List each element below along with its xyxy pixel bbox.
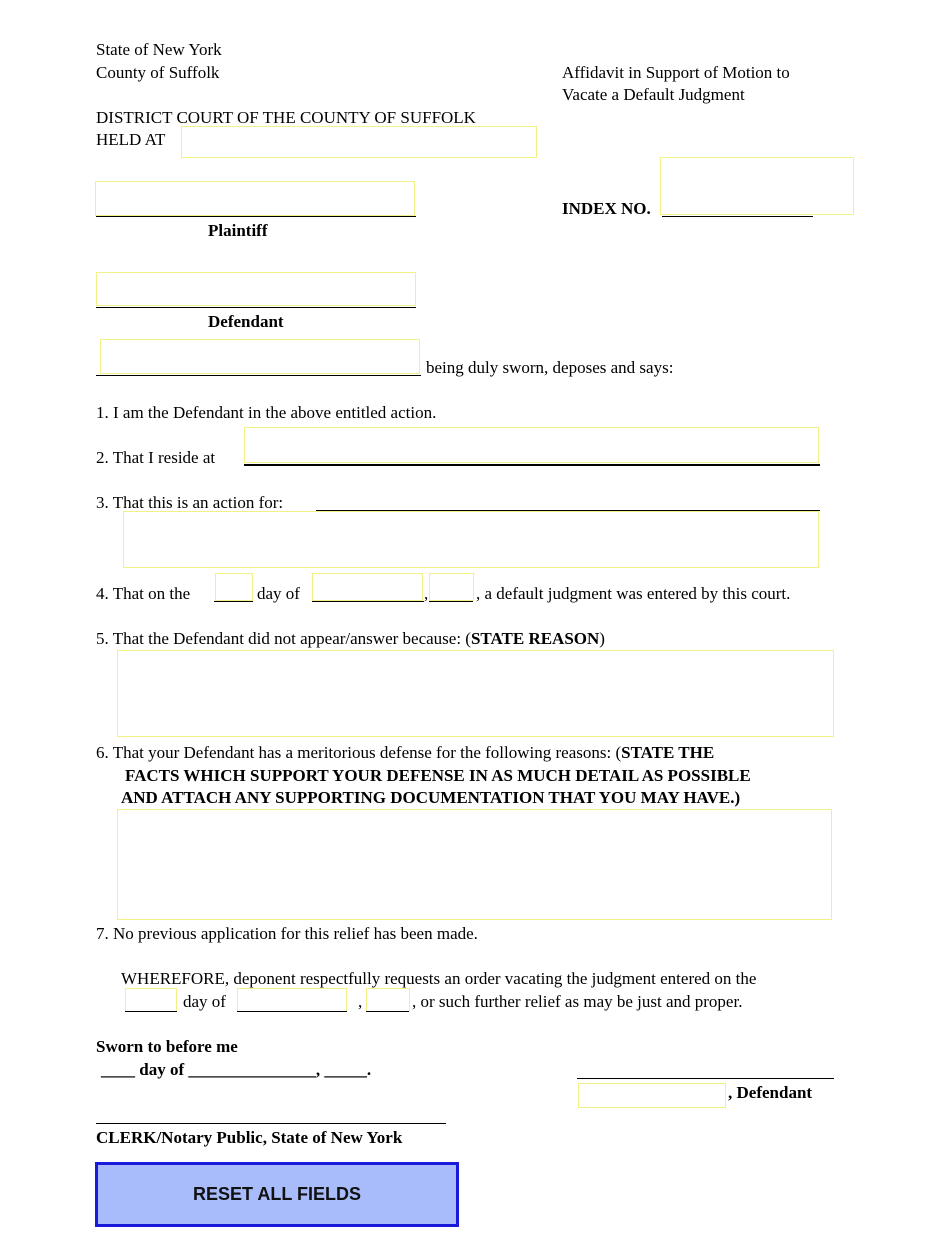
judgment-month-line: [312, 601, 424, 602]
clerk-label: CLERK/Notary Public, State of New York: [96, 1128, 403, 1147]
defendant-signature-field[interactable]: [578, 1083, 726, 1108]
vacate-year-line: [366, 1011, 409, 1012]
vacate-month-line: [237, 1011, 347, 1012]
wherefore-end: , or such further relief as may be just and proper.: [412, 992, 743, 1011]
defendant-signature-label: , Defendant: [728, 1083, 813, 1102]
court-name: DISTRICT COURT OF THE COUNTY OF SUFFOLK: [96, 108, 476, 127]
residence-field[interactable]: [244, 427, 819, 463]
paragraph-4-dayof: day of: [257, 584, 300, 603]
paragraph-4-comma: ,: [424, 584, 429, 603]
paragraph-6-line2: FACTS WHICH SUPPORT YOUR DEFENSE IN AS MUCH DETAIL AS POSSIBLE: [125, 766, 751, 785]
wherefore-comma: ,: [358, 992, 363, 1011]
paragraph-2: 2. That I reside at: [96, 448, 216, 467]
judgment-day-field[interactable]: [215, 573, 253, 601]
held-at-label: HELD AT: [96, 130, 166, 149]
sworn-before-me: Sworn to before me: [96, 1037, 238, 1056]
judgment-day-line: [214, 601, 253, 602]
county-label: County of Suffolk: [96, 63, 220, 82]
notary-date-line: ____ day of _______________, _____.: [101, 1060, 372, 1079]
vacate-day-line: [125, 1011, 177, 1012]
judgment-month-field[interactable]: [312, 573, 423, 601]
index-no-line: [662, 216, 813, 217]
deponent-line: [96, 375, 421, 376]
paragraph-1: 1. I am the Defendant in the above entitled action.: [96, 403, 437, 422]
defendant-signature-line: [577, 1078, 834, 1079]
plaintiff-name-field[interactable]: [95, 181, 415, 216]
paragraph-6-line3: AND ATTACH ANY SUPPORTING DOCUMENTATION THAT YOU MAY HAVE.): [121, 788, 741, 807]
defense-field[interactable]: [117, 809, 832, 920]
document-title-line1: Affidavit in Support of Motion to: [562, 63, 790, 82]
vacate-year-field[interactable]: [366, 988, 410, 1012]
defendant-name-field[interactable]: [96, 272, 416, 306]
index-no-label: INDEX NO.: [562, 199, 651, 218]
wherefore-dayof: day of: [183, 992, 226, 1011]
paragraph-4-end: , a default judgment was entered by this court.: [476, 584, 791, 603]
plaintiff-label: Plaintiff: [208, 221, 268, 240]
paragraph-4-start: 4. That on the: [96, 584, 191, 603]
defendant-line: [96, 307, 416, 308]
residence-line: [244, 464, 820, 466]
sworn-statement: being duly sworn, deposes and says:: [426, 358, 674, 377]
index-no-field[interactable]: [660, 157, 854, 215]
paragraph-3: 3. That this is an action for:: [96, 493, 284, 512]
paragraph-6-line1: 6. That your Defendant has a meritorious defense for the following reasons: (STATE THE: [96, 743, 715, 762]
held-at-field[interactable]: [181, 126, 537, 158]
paragraph-7: 7. No previous application for this relief has been made.: [96, 924, 478, 943]
wherefore-line1: WHEREFORE, deponent respectfully requests an order vacating the judgment entered on the: [121, 969, 757, 988]
judgment-year-field[interactable]: [429, 573, 474, 601]
document-title-line2: Vacate a Default Judgment: [562, 85, 745, 104]
reset-all-fields-button[interactable]: RESET ALL FIELDS: [95, 1162, 459, 1227]
clerk-signature-line: [96, 1123, 446, 1124]
plaintiff-signature-line: [96, 216, 416, 217]
deponent-name-field[interactable]: [100, 339, 420, 374]
vacate-month-field[interactable]: [237, 988, 347, 1012]
paragraph-5: 5. That the Defendant did not appear/answer because: (STATE REASON): [96, 629, 605, 648]
action-type-field[interactable]: [123, 511, 819, 568]
reason-field[interactable]: [117, 650, 834, 737]
vacate-day-field[interactable]: [125, 988, 177, 1012]
defendant-label: Defendant: [208, 312, 284, 331]
judgment-year-line: [429, 601, 473, 602]
state-label: State of New York: [96, 40, 222, 59]
